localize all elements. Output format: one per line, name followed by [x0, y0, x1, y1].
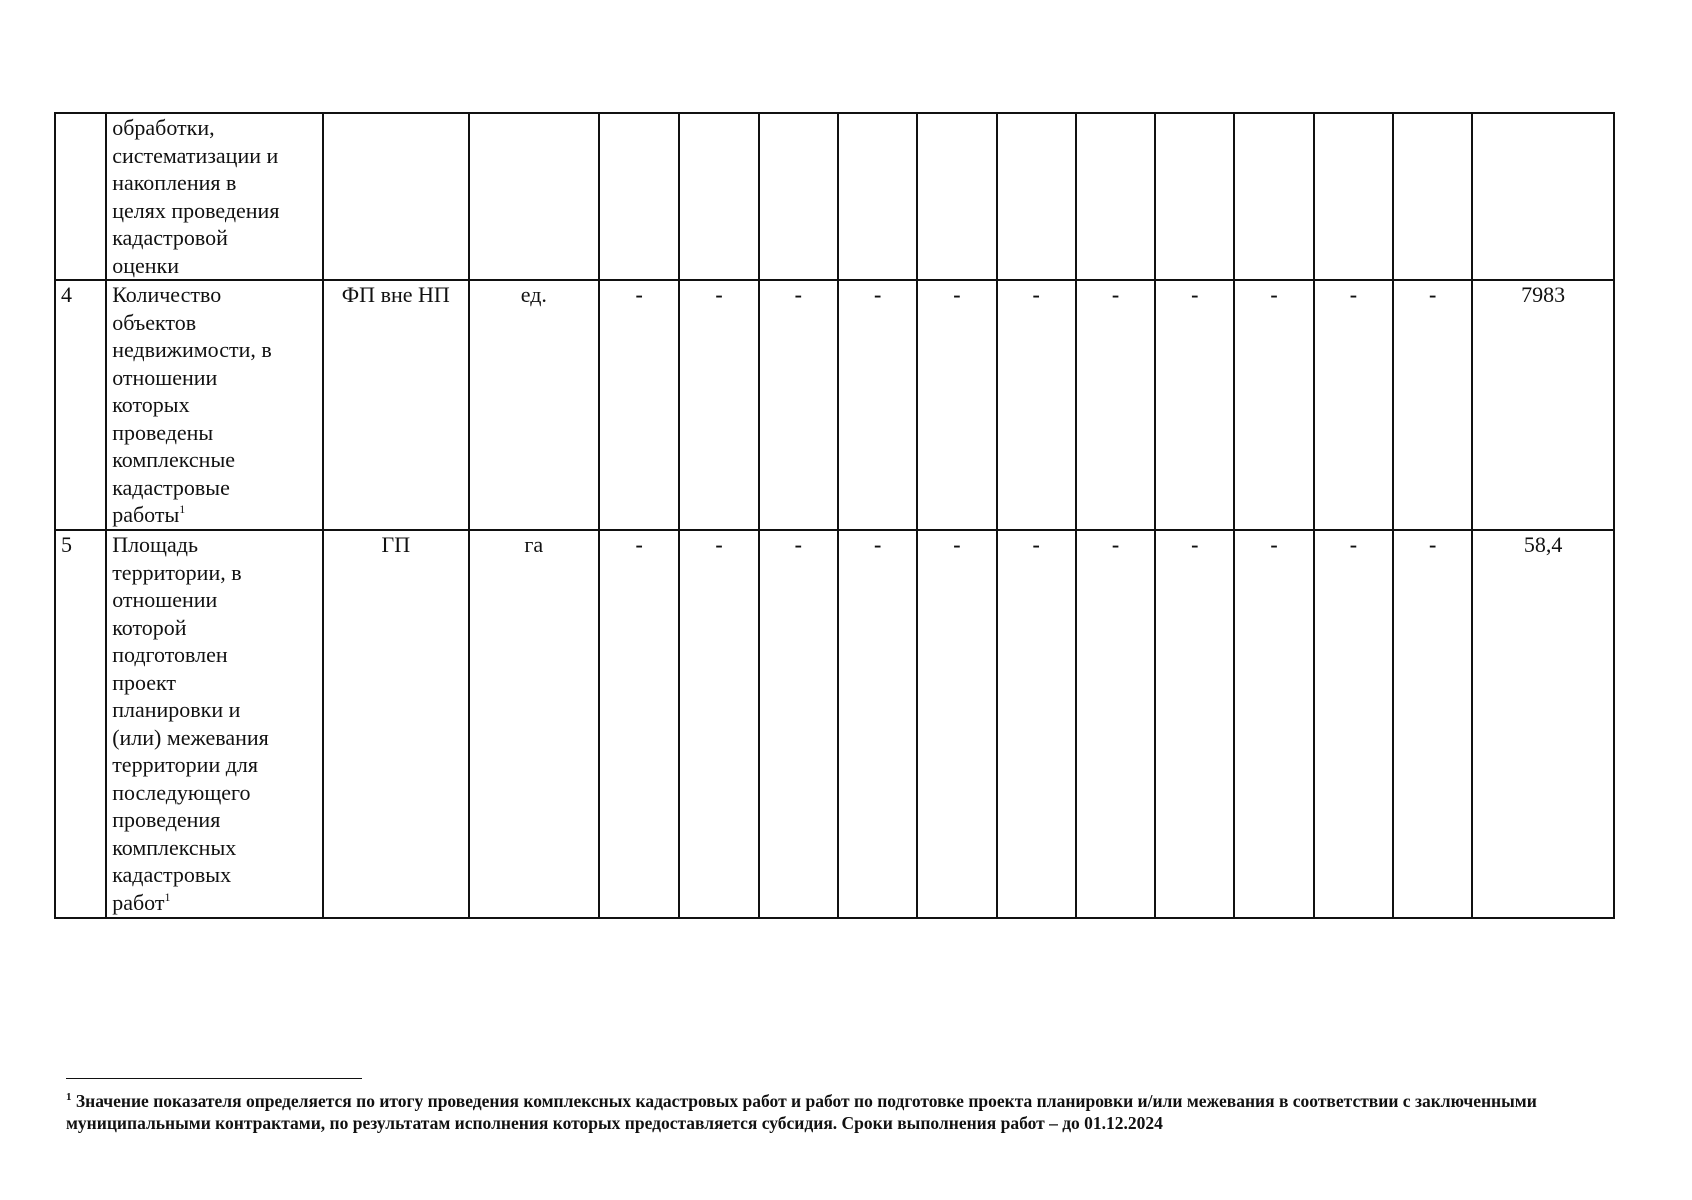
period-value-text: - [1191, 282, 1199, 307]
footnote-separator [66, 1078, 362, 1079]
period-value [1393, 113, 1472, 280]
period-value [1155, 280, 1234, 530]
period-value-text: - [715, 282, 723, 307]
footnote-marker: 1 [66, 1091, 72, 1103]
indicator-type: ФП вне НП [323, 280, 469, 530]
period-value-text: - [873, 532, 882, 557]
period-value [679, 113, 758, 280]
period-value-text: - [1032, 282, 1040, 307]
period-value-text: - [715, 532, 723, 557]
footnote-text: Значение показателя определяется по итогу проведения комплексных кадастровых работ и работ по подготовке проекта планировки и/или межевания в соответствии с заключенными муниципальными контрактами, по результатам исполнения которых предоставляется субсидия. Сроки выполнения работ – до 01.12.2024 [66, 1091, 1537, 1133]
period-value-text: - [873, 282, 882, 307]
indicator-name-line: планировки и [112, 697, 241, 722]
period-value [759, 113, 838, 280]
period-value [759, 280, 838, 530]
period-value [838, 530, 917, 918]
indicator-name-line: кадастровые [112, 474, 230, 500]
period-value [1155, 113, 1234, 280]
row-number: 4 [55, 280, 106, 530]
period-value [599, 280, 679, 530]
period-value [917, 530, 996, 918]
table-row [55, 530, 1614, 918]
unit-of-measure: га [469, 530, 600, 918]
period-value-text: - [1111, 532, 1120, 557]
indicator-name-line: отношении [112, 587, 218, 612]
period-value [1393, 530, 1472, 918]
total-value: 7983 [1472, 280, 1614, 530]
period-value [599, 530, 679, 918]
total-value [1472, 113, 1614, 280]
indicator-type [323, 113, 469, 280]
period-value-text: - [635, 282, 643, 307]
period-value-text: - [1270, 532, 1278, 557]
period-value-text: - [1032, 532, 1040, 557]
table-row [55, 113, 1614, 280]
period-value [759, 530, 838, 918]
indicator-name-line: территории для [112, 752, 259, 777]
period-value [1234, 530, 1313, 918]
indicator-name-line: последующего [112, 779, 251, 805]
period-value [997, 530, 1076, 918]
indicator-name-line: недвижимости, в [112, 337, 272, 362]
indicator-name-line: кадастровых [112, 862, 232, 887]
indicator-name-line: которых [112, 392, 190, 417]
period-value [1234, 280, 1313, 530]
period-value-text: - [1349, 532, 1358, 557]
period-value [1393, 280, 1472, 530]
indicator-name-line: целях проведения [112, 197, 280, 223]
indicator-name-line: проведения [112, 807, 221, 832]
period-value-text: - [794, 532, 802, 557]
period-value [997, 113, 1076, 280]
indicator-name-line: обработки, [112, 115, 215, 140]
period-value-text: - [953, 532, 961, 557]
period-value [917, 113, 996, 280]
indicator-name-line: комплексных [112, 834, 237, 860]
row-number: 5 [55, 530, 106, 918]
indicator-name-line: отношении [112, 364, 218, 390]
period-value [917, 280, 996, 530]
indicator-name-line: территории, в [112, 559, 242, 585]
total-value: 58,4 [1472, 530, 1614, 918]
period-value [1076, 113, 1155, 280]
period-value [838, 280, 917, 530]
indicator-name-line: систематизации и [112, 142, 279, 168]
period-value [1076, 530, 1155, 918]
period-value-text: - [953, 282, 961, 307]
indicators-table [54, 112, 1615, 919]
period-value-text: - [1111, 282, 1120, 307]
indicator-name-line: (или) межевания [112, 724, 269, 750]
period-value-text: - [1349, 282, 1358, 307]
unit-of-measure: ед. [469, 280, 600, 530]
period-value [679, 280, 758, 530]
period-value [1155, 530, 1234, 918]
period-value-text: - [1270, 282, 1278, 307]
indicator-name-line: подготовлен [112, 642, 228, 667]
indicator-name-line: работы [112, 502, 180, 527]
indicator-name-line: комплексные [112, 447, 236, 472]
period-value [1314, 530, 1393, 918]
period-value-text: - [635, 532, 643, 557]
indicator-name-line: Площадь [112, 532, 198, 557]
row-number [55, 113, 106, 280]
period-value-text: - [1429, 532, 1437, 557]
footnote-reference: 1 [164, 889, 171, 904]
footnote-reference: 1 [179, 502, 186, 516]
period-value [679, 530, 758, 918]
period-value [1076, 280, 1155, 530]
indicator-name [106, 280, 323, 530]
indicator-type: ГП [323, 530, 469, 918]
indicator-name-line: проведены [112, 419, 214, 445]
indicator-name-line: накопления в [112, 170, 237, 195]
period-value [1314, 113, 1393, 280]
indicator-name-line: кадастровой [112, 225, 228, 250]
period-value-text: - [794, 282, 802, 307]
indicator-name-line: оценки [112, 252, 179, 278]
table-row [55, 280, 1614, 530]
period-value [1234, 113, 1313, 280]
unit-of-measure [469, 113, 600, 280]
period-value [599, 113, 679, 280]
indicator-name-line: работ [112, 889, 165, 915]
indicator-name [106, 530, 323, 918]
period-value-text: - [1191, 532, 1199, 557]
indicator-name-line: объектов [112, 309, 197, 335]
period-value [997, 280, 1076, 530]
period-value [838, 113, 917, 280]
indicator-name-line: проект [112, 669, 177, 695]
period-value [1314, 280, 1393, 530]
footnote [66, 1090, 1586, 1134]
indicator-name [106, 113, 323, 280]
indicator-name-line: Количество [112, 282, 222, 307]
period-value-text: - [1429, 282, 1437, 307]
indicator-name-line: которой [112, 614, 187, 640]
